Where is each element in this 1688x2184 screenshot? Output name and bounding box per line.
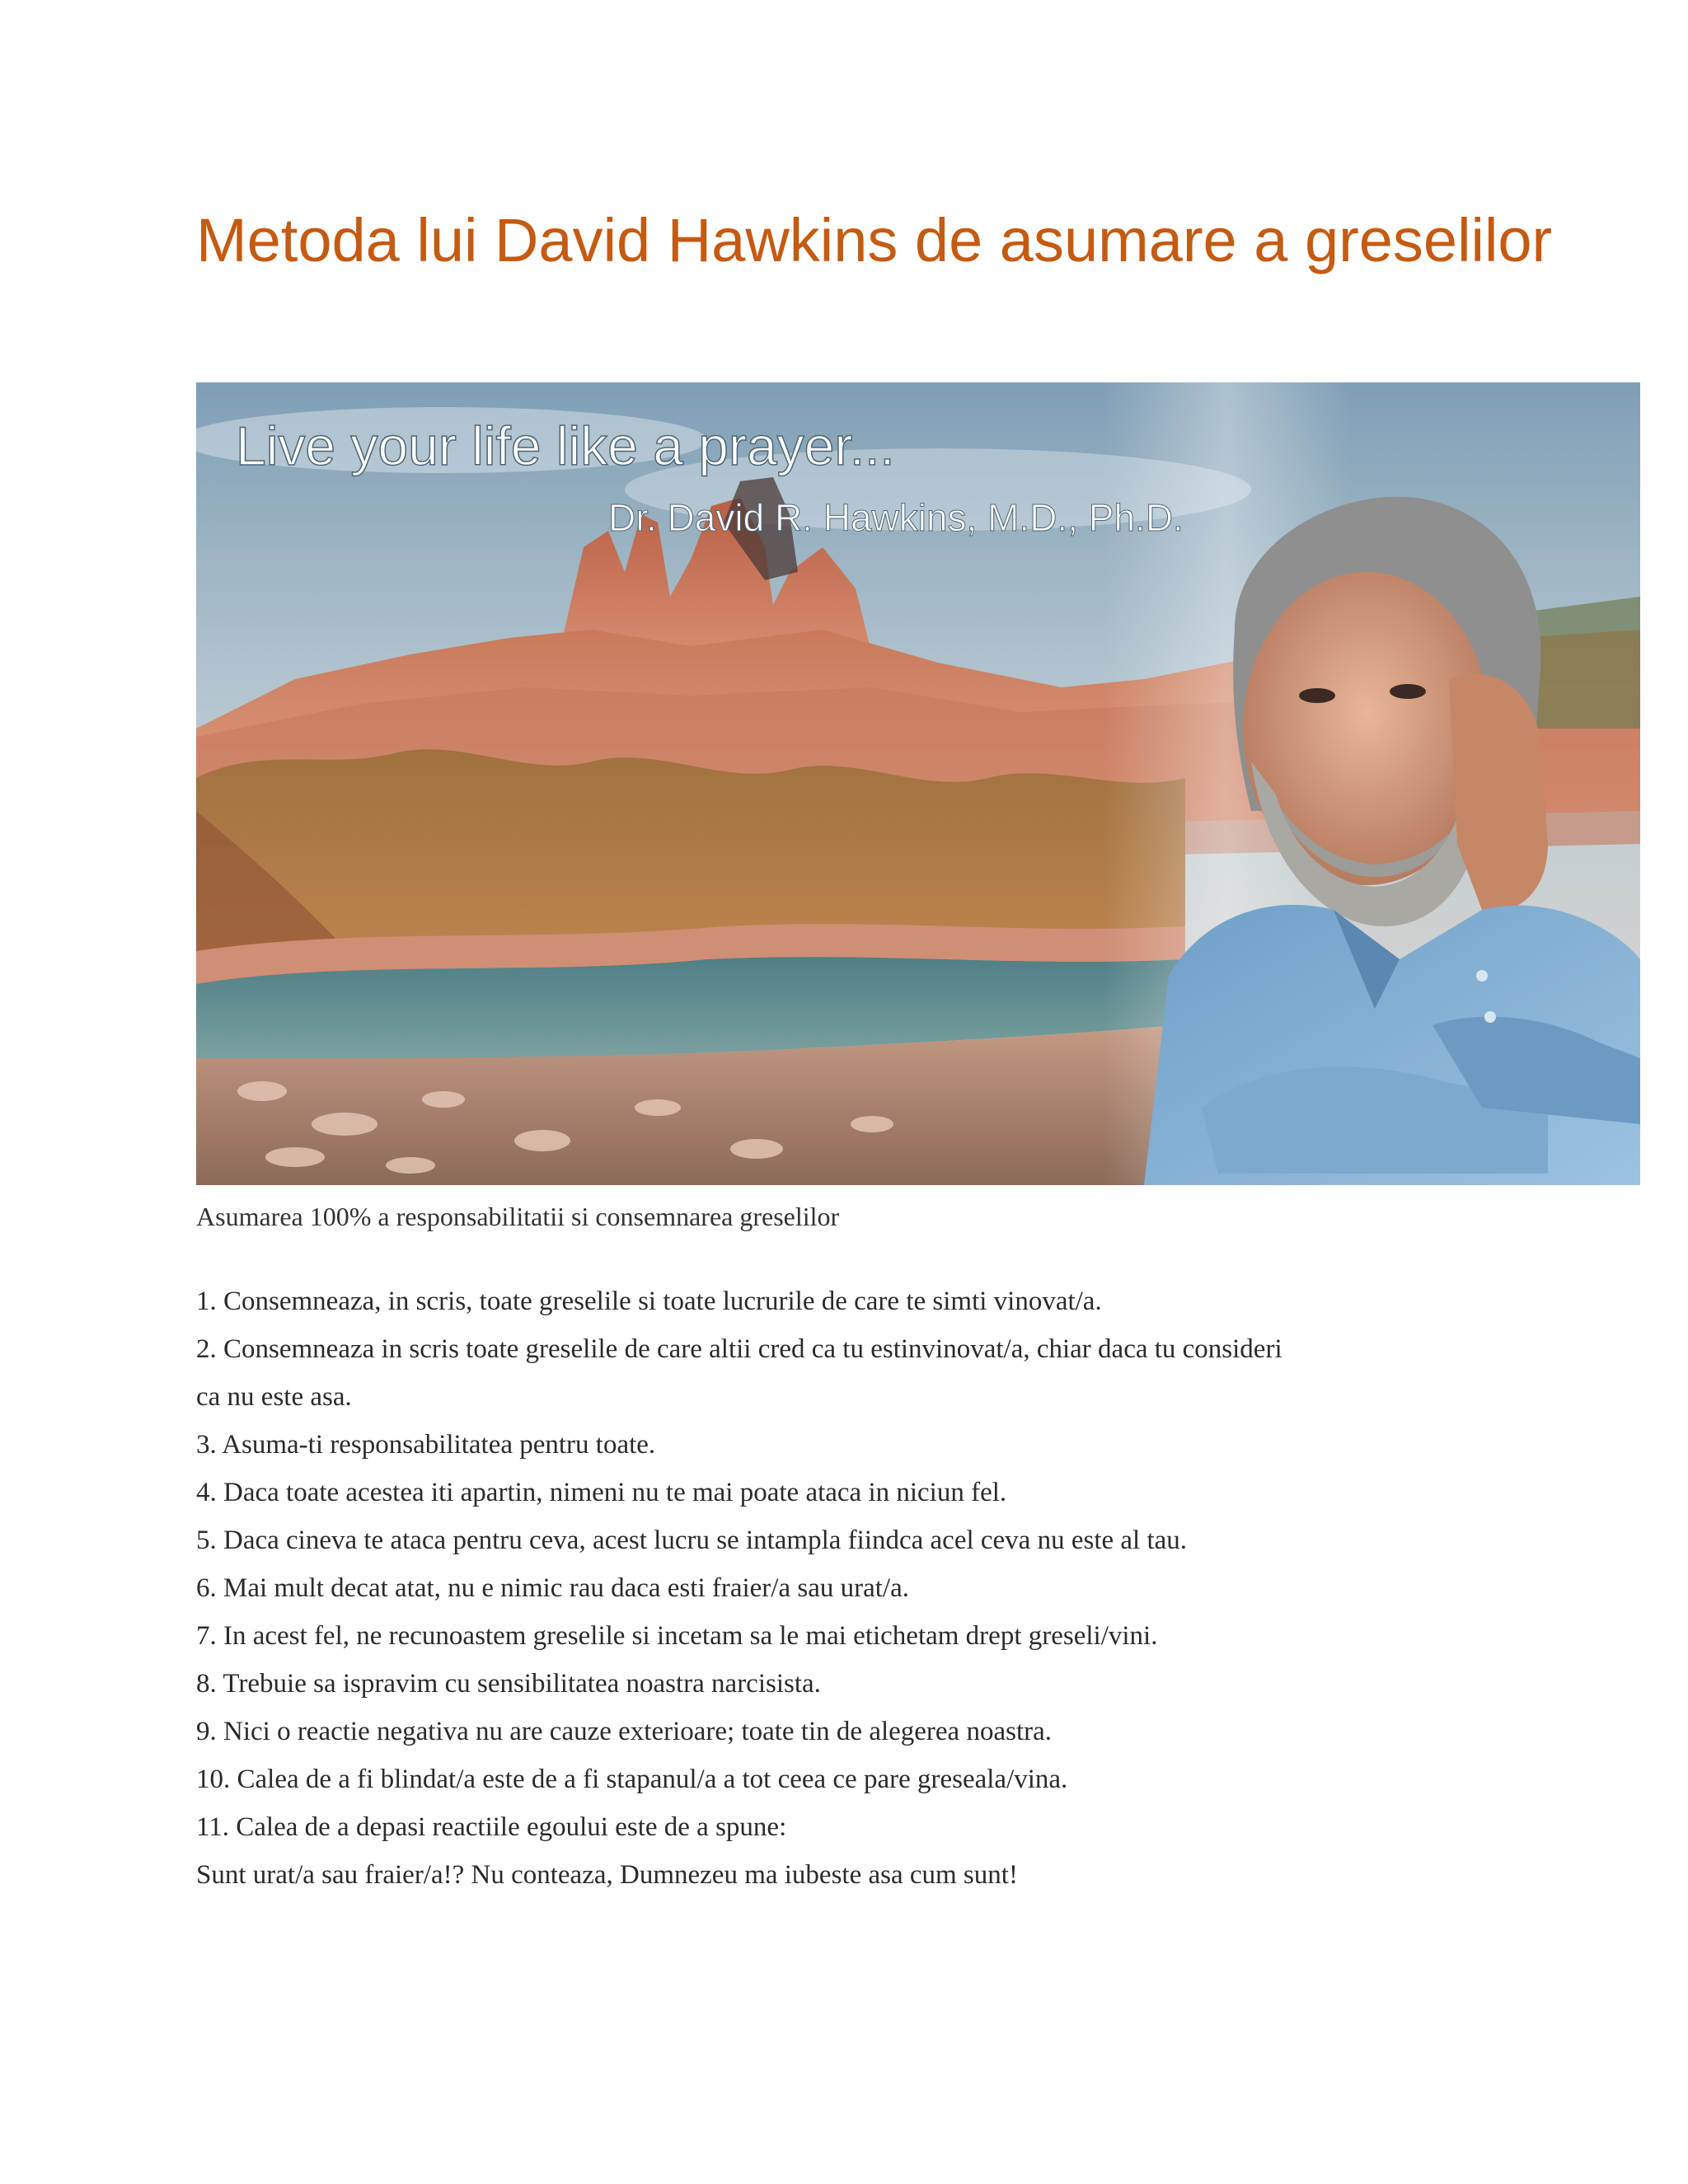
list-item: 11. Calea de a depasi reactiile egoului este de a spune: — [196, 1812, 787, 1842]
page-title: Metoda lui David Hawkins de asumare a greselilor — [196, 206, 1553, 274]
hero-image — [196, 382, 1640, 1185]
list-item: 1. Consemneaza, in scris, toate greselile si toate lucrurile de care te simti vinovat/a. — [196, 1286, 1102, 1316]
hero-overlay-line1: Live your life like a prayer... — [236, 415, 895, 476]
list-item: 8. Trebuie sa ispravim cu sensibilitatea noastra narcisista. — [196, 1669, 821, 1699]
list-item: Sunt urat/a sau fraier/a!? Nu conteaza, Dumnezeu ma iubeste asa cum sunt! — [196, 1860, 1018, 1890]
list-item: 3. Asuma-ti responsabilitatea pentru toate. — [196, 1430, 656, 1460]
hero-overlay-line2: Dr. David R. Hawkins, M.D., Ph.D. — [608, 496, 1184, 539]
list-item: ca nu este asa. — [196, 1382, 352, 1412]
list-item: 4. Daca toate acestea iti apartin, nimeni nu te mai poate ataca in niciun fel. — [196, 1478, 1007, 1507]
document-page — [196, 198, 1640, 284]
list-item: 10. Calea de a fi blindat/a este de a fi stapanul/a a tot ceea ce pare greseala/vina. — [196, 1765, 1068, 1794]
list-item: 9. Nici o reactie negativa nu are cauze exterioare; toate tin de alegerea noastra. — [196, 1717, 1053, 1746]
steps-list — [196, 1277, 1482, 1899]
list-item: 6. Mai mult decat atat, nu e nimic rau daca esti fraier/a sau urat/a. — [196, 1573, 909, 1603]
list-item: 2. Consemneaza in scris toate greselile de care altii cred ca tu estinvinovat/a, chiar daca tu consideri — [196, 1334, 1282, 1364]
list-item: 5. Daca cineva te ataca pentru ceva, acest lucru se intampla fiindca acel ceva nu este al tau. — [196, 1526, 1188, 1555]
image-caption: Asumarea 100% a responsabilitatii si consemnarea greselilor — [196, 1202, 840, 1231]
list-item: 7. In acest fel, ne recunoastem greselile si incetam sa le mai etichetam drept greseli/vini. — [196, 1621, 1158, 1651]
